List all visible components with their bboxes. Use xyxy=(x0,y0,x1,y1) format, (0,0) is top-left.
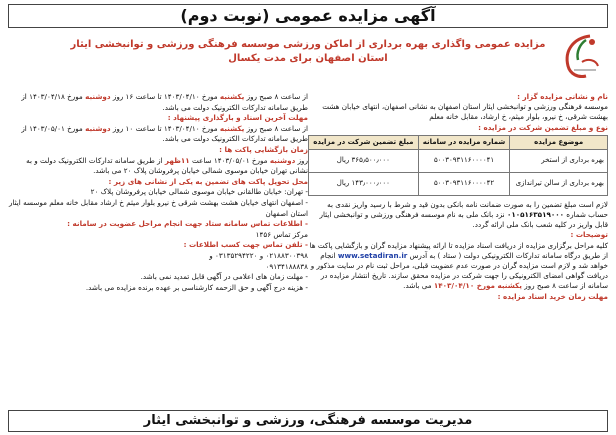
setad-contact-text: مرکز تماس ۱۴۵۶ xyxy=(255,229,308,239)
table-cell-amount: ۳۶۵٫۵۰۰٫۰۰۰ ریال xyxy=(309,149,419,172)
deadline-note: - مهلت زمان های اعلامی در آگهی قابل تمدید نمی باشد. xyxy=(140,272,308,282)
phone-heading: - تلفن تماس جهت کسب اطلاعات : xyxy=(183,240,308,250)
setad-link[interactable]: www.setadiran.ir xyxy=(337,250,408,260)
notes-heading: توضیحات : xyxy=(570,230,608,240)
table-header-amount: مبلغ تضمین شرکت در مزایده xyxy=(309,135,419,149)
submission-heading: مهلت آخرین اسناد و بارگذاری پیشنهاد : xyxy=(167,113,308,123)
footer-signature: مدیریت موسسه فرهنگی، ورزشی و توانبخشی ایثار xyxy=(8,410,608,432)
organizer-text: موسسه فرهنگی ورزشی و توانبخشی ایثار استان اصفهان به نشانی اصفهان، انتهای خیابان هشت بهشت شرقی، خ نیرو، بلوار میثم، خ ارشاد، مقابل خانه معلم xyxy=(322,102,608,122)
table-header-row xyxy=(309,135,608,149)
delivery-tehran: - تهران: خیابان طالقانی خیابان موسوی شمالی خیابان پرفروشان پلاک ۲۰ xyxy=(90,187,308,197)
phone-mobile: ۰۹۱۳۴۱۸۸۸۳۸ xyxy=(265,261,308,271)
guarantee-heading: نوع و مبلغ تضمین شرکت در مزایده : xyxy=(478,122,608,132)
publish-date: یکشنبه مورخ ۱۴۰۳/۰۴/۱۰ xyxy=(433,281,522,291)
table-cell-subject: بهره برداری از استخر xyxy=(510,149,608,172)
guarantee-text: لازم است مبلغ تضمین را به صورت ضمانت نامه بانکی بدون قید و شرط با رسید واریز نقدی به حساب شماره ۰۱۰۵۱۶۳۵۱۹۰۰۰ نزد بانک ملی به نام موسسه فرهنگی ورزشی و توانبخشی ایثار قابل واریز در کلیه شعب بانک ملی ارائه گردد. xyxy=(319,199,608,230)
table-cell-number: ۵۰۰۳۰۹۳۱۱۶۰۰۰۰۴۱ xyxy=(418,149,510,172)
organizer-heading: نام و نشانی مزایده گزار : xyxy=(517,92,608,101)
notice-subtitle: مزایده عمومی واگذاری بهره برداری از اماکن ورزشی موسسه فرهنگی ورزشی و توانبخشی ایثار استان اصفهان برای مدت یکسال xyxy=(70,39,546,64)
delivery-isfahan: - اصفهان انتهای خیابان هشت بهشت شرقی خ نیرو بلوار میثم خ ارشاد مقابل خانه معلم موسسه ایثار استان اصفهان xyxy=(8,197,308,218)
table-cell-subject: بهره برداری از سالن تیراندازی xyxy=(510,172,608,195)
submission-text: از ساعت ۸ صبح روز یکشنبه مورخ ۱۴۰۳/۰۴/۱۰ تا ساعت ۱۰ روز دوشنبه مورخ ۱۴۰۳/۰۵/۰۱ از طریق سامانه تدارکات الکترونیک دولت می باشد. xyxy=(21,123,308,144)
delivery-heading: محل تحویل پاکت های تضمین به یکی از نشانی های زیر : xyxy=(108,176,308,186)
opening-heading: زمان بازگشایی پاکت ها : xyxy=(219,144,308,154)
phone-numbers: ۰۲۱۸۸۳۰۰۳۹۸ و ۰۳۱۳۵۲۹۴۲۲۰ و xyxy=(209,250,308,260)
purchase-period-text: از ساعت ۸ صبح روز یکشنبه مورخ ۱۴۰۳/۰۴/۱۰ تا ساعت ۱۶ روز دوشنبه مورخ ۱۴۰۳/۰۴/۱۸ از طریق سامانه تدارکات الکترونیک دولت می باشد. xyxy=(21,92,308,112)
logo-icon xyxy=(552,30,610,80)
table-cell-amount: ۱۴۳٫۰۰۰٫۰۰۰ ریال xyxy=(309,172,419,195)
account-number: ۰۱۰۵۱۶۳۵۱۹۰۰۰ xyxy=(506,210,564,220)
notice-title: آگهی مزایده عمومی (نوبت دوم) xyxy=(8,4,608,28)
setad-contact-heading: - اطلاعات تماس سامانه ستاد جهت انجام مراحل عضویت در سامانه : xyxy=(67,219,308,229)
purchase-deadline-heading: مهلت زمان خرید اسناد مزایده : xyxy=(497,291,608,301)
right-column xyxy=(308,92,608,302)
table-header-subject: موضوع مزایده xyxy=(510,135,608,149)
opening-text: روز دوشنبه مورخ ۱۴۰۳/۰۵/۰۱ ساعت ۱۱ظهر از طریق سامانه تدارکات الکترونیک دولت و به نشانی تهران خیابان موسوی شمالی خیابان پرفروشان پلاک ۲۰ می باشد. xyxy=(26,155,308,176)
table-row xyxy=(309,172,608,195)
cost-note: - هزینه درج آگهی و حق الزحمه کارشناسی بر عهده برنده مزایده می باشد. xyxy=(85,282,308,292)
table-row xyxy=(309,149,608,172)
auction-table xyxy=(308,135,608,196)
left-column xyxy=(8,92,308,293)
table-cell-number: ۵۰۰۳۰۹۳۱۱۶۰۰۰۰۴۲ xyxy=(418,172,510,195)
notes-text: کلیه مراحل برگزاری مزایده از دریافت اسناد مزایده تا ارائه پیشنهاد مزایده گران و بازگشایی پاکت ها از طریق درگاه سامانه تدارکات الکترونیکی دولت ( ستاد ) به آدرس www.setadiran.ir انجام خواهد شد و لازم است مزایده گران در صورت عدم عضویت قبلی، مراحل ثبت نام در سایت مذکور و دریافت گواهی امضای الکترونیکی را جهت شرکت در مزایده محقق سازند. تاریخ انتشار مزایده در سامانه از ساعت ۸ صبح روز یکشنبه مورخ ۱۴۰۳/۰۴/۱۰ می باشد. xyxy=(309,240,608,291)
table-header-number: شماره مزایده در سامانه xyxy=(418,135,510,149)
